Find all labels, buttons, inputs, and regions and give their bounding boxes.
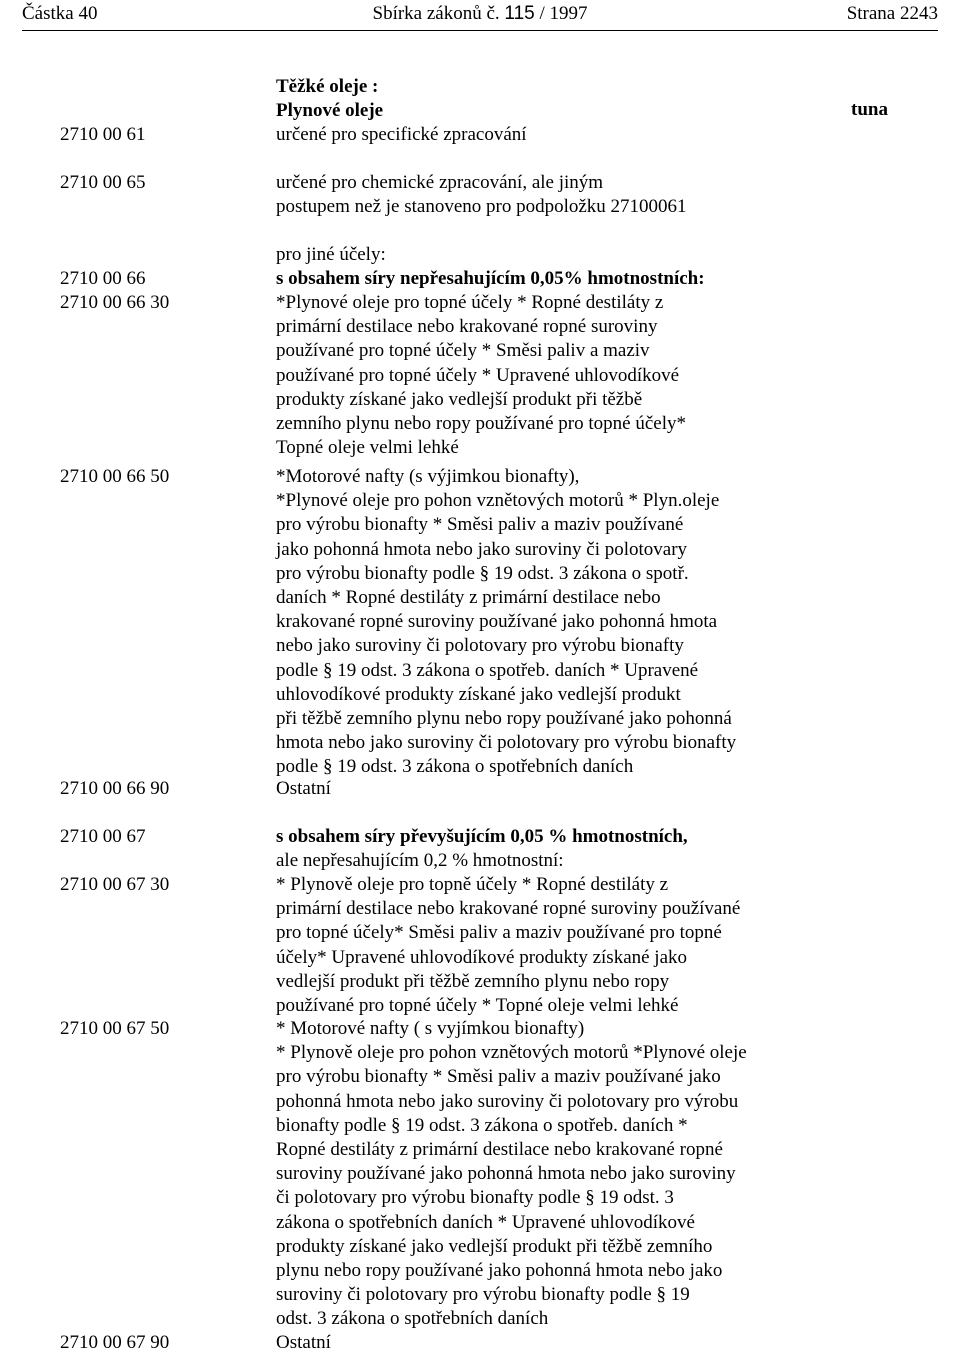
description-line: jako pohonná hmota nebo jako suroviny či polotovary: [276, 538, 688, 560]
description-line: pro výrobu bionafty * Směsi paliv a maziv používané: [276, 514, 684, 536]
description-line: určené pro specifické zpracování: [276, 124, 527, 145]
description-line: Topné oleje velmi lehké: [276, 437, 459, 459]
description-line: plynu nebo ropy používané jako pohonná hmota nebo jako: [276, 1259, 723, 1281]
description-line: zákona o spotřebních daních * Upravené uhlovodíkové: [276, 1211, 695, 1233]
description-line: *Plynové oleje pro topné účely * Ropné destiláty z: [276, 292, 664, 313]
description-line: * Plynově oleje pro topně účely * Ropné destiláty z: [276, 874, 669, 895]
tariff-code: 2710 00 67 50: [60, 1018, 170, 1039]
tariff-description: [276, 465, 876, 779]
collection-prefix: Sbírka zákonů č.: [372, 3, 505, 24]
description-line: suroviny používané jako pohonná hmota nebo jako suroviny: [276, 1163, 736, 1185]
tariff-description: [276, 171, 876, 219]
description-line: Ostatní: [276, 1332, 331, 1353]
description-line: podle § 19 odst. 3 zákona o spotřeb. daních * Upravené: [276, 659, 699, 681]
description-line: odst. 3 zákona o spotřebních daních: [276, 1308, 549, 1330]
description-line: *Plynové oleje pro pohon vznětových motorů * Plyn.oleje: [276, 490, 720, 512]
page-number: Strana 2243: [846, 3, 938, 24]
description-line: produkty získané jako vedlejší produkt při těžbě: [276, 388, 643, 410]
description-line: Těžké oleje :: [276, 76, 379, 97]
tariff-description: [276, 75, 876, 123]
description-line: pro výrobu bionafty * Směsi paliv a maziv používané jako: [276, 1066, 721, 1088]
description-line: postupem než je stanoveno pro podpoložku 27100061: [276, 196, 687, 218]
tariff-description: [276, 777, 876, 801]
description-line: účely* Upravené uhlovodíkové produkty získané jako: [276, 946, 688, 968]
description-line: či polotovary pro výrobu bionafty podle § 19 odst. 3: [276, 1187, 674, 1209]
description-line: používané pro topné účely * Směsi paliv a maziv: [276, 340, 650, 362]
description-line: s obsahem síry nepřesahujícím 0,05% hmotnostních:: [276, 268, 705, 289]
tariff-description: [276, 123, 876, 147]
tariff-code: 2710 00 66: [60, 268, 146, 289]
description-line: * Motorové nafty ( s vyjímkou bionafty): [276, 1018, 585, 1039]
description-line: s obsahem síry převyšujícím 0,05 % hmotnostních,: [276, 826, 688, 847]
unit-label: tuna: [851, 99, 888, 120]
description-line: pro topné účely* Směsi paliv a maziv používané pro topné: [276, 922, 722, 944]
tariff-description: [276, 873, 876, 1018]
description-line: primární destilace nebo krakované ropné suroviny: [276, 316, 658, 338]
description-line: zemního plynu nebo ropy používané pro topné účely*: [276, 412, 686, 434]
description-line: nebo jako suroviny či polotovary pro výrobu bionafty: [276, 635, 684, 657]
description-line: ale nepřesahujícím 0,2 % hmotnostní:: [276, 850, 564, 872]
description-line: pro jiné účely:: [276, 244, 386, 265]
description-line: bionafty podle § 19 odst. 3 zákona o spotřeb. daních *: [276, 1114, 688, 1136]
part-number: Částka 40: [22, 3, 98, 24]
description-line: používané pro topné účely * Upravené uhlovodíkové: [276, 364, 680, 386]
tariff-code: 2710 00 66 90: [60, 778, 170, 799]
page-header: [0, 0, 960, 30]
description-line: podle § 19 odst. 3 zákona o spotřebních daních: [276, 756, 634, 778]
description-line: hmota nebo jako suroviny či polotovary pro výrobu bionafty: [276, 732, 737, 754]
description-line: Ropné destiláty z primární destilace nebo krakované ropné: [276, 1138, 723, 1160]
law-number: 115: [504, 3, 535, 24]
description-line: Ostatní: [276, 778, 331, 799]
description-line: suroviny či polotovary pro výrobu bionafty podle § 19: [276, 1284, 690, 1306]
description-line: krakované ropné suroviny používané jako pohonná hmota: [276, 611, 718, 633]
tariff-code: 2710 00 66 50: [60, 466, 170, 487]
description-line: primární destilace nebo krakované ropné suroviny používané: [276, 898, 741, 920]
tariff-description: [276, 1017, 876, 1331]
description-line: při těžbě zemního plynu nebo ropy používané jako pohonná: [276, 707, 732, 729]
collection-suffix: / 1997: [534, 3, 588, 24]
tariff-description: [276, 243, 876, 267]
tariff-description: [276, 825, 876, 873]
description-line: vedlejší produkt při těžbě zemního plynu nebo ropy: [276, 970, 670, 992]
collection-title: [0, 3, 960, 25]
description-line: používané pro topné účely * Topné oleje velmi lehké: [276, 994, 679, 1016]
description-line: Plynové oleje: [276, 100, 384, 122]
tariff-code: 2710 00 61: [60, 124, 146, 145]
description-line: určené pro chemické zpracování, ale jiným: [276, 172, 604, 193]
description-line: *Motorové nafty (s výjimkou bionafty),: [276, 466, 580, 487]
description-line: pro výrobu bionafty podle § 19 odst. 3 zákona o spotř.: [276, 562, 689, 584]
tariff-description: [276, 267, 876, 291]
tariff-code: 2710 00 65: [60, 172, 146, 193]
header-divider: [22, 30, 938, 31]
tariff-code: 2710 00 67 30: [60, 874, 170, 895]
description-line: uhlovodíkové produkty získané jako vedlejší produkt: [276, 683, 681, 705]
description-line: * Plynově oleje pro pohon vznětových motorů *Plynové oleje: [276, 1042, 747, 1064]
description-line: daních * Ropné destiláty z primární destilace nebo: [276, 586, 661, 608]
tariff-code: 2710 00 67: [60, 826, 146, 847]
description-line: pohonná hmota nebo jako suroviny či polotovary pro výrobu: [276, 1090, 739, 1112]
tariff-code: 2710 00 67 90: [60, 1332, 170, 1353]
tariff-description: [276, 291, 876, 460]
tariff-description: [276, 1331, 876, 1355]
tariff-code: 2710 00 66 30: [60, 292, 170, 313]
description-line: produkty získané jako vedlejší produkt při těžbě zemního: [276, 1235, 713, 1257]
